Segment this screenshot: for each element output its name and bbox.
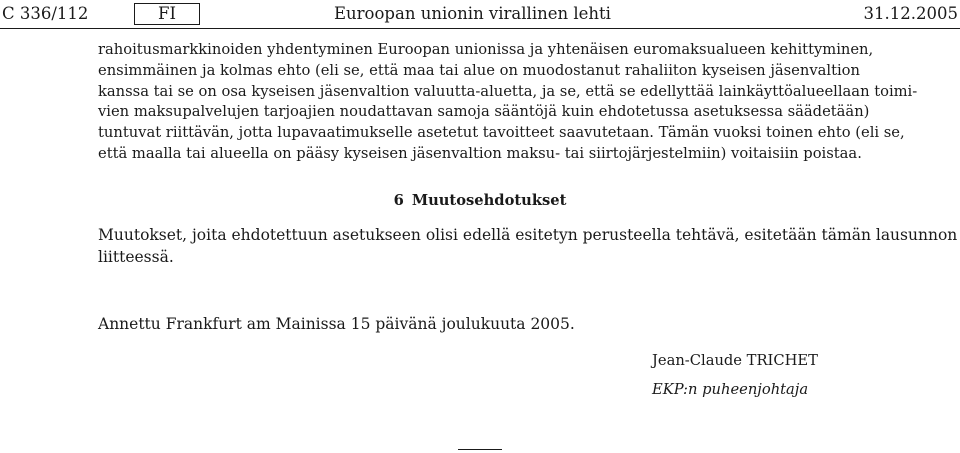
- paragraph-line: ensimmäinen ja kolmas ehto (eli se, että maa tai alue on muodostanut rahaliiton kyseisen jäsenvaltion: [98, 61, 860, 79]
- adoption-statement: Annettu Frankfurt am Mainissa 15 päivänä joulukuuta 2005.: [98, 315, 575, 333]
- section-heading: [0, 191, 960, 211]
- header-divider: [0, 28, 960, 29]
- section-title: Muutosehdotukset: [411, 192, 567, 209]
- language-code-box: FI: [134, 3, 200, 25]
- signatory-name: Jean-Claude TRICHET: [652, 352, 818, 369]
- publication-date: 31.12.2005: [863, 4, 958, 23]
- journal-title: Euroopan unionin virallinen lehti: [334, 4, 611, 23]
- page-reference: C 336/112: [2, 4, 89, 23]
- section-number: 6: [393, 192, 404, 209]
- paragraph-line: liitteessä.: [98, 248, 174, 266]
- page-header: [0, 4, 960, 26]
- paragraph-line: että maalla tai alueella on pääsy kyseisen jäsenvaltion maksu- tai siirtojärjestelmiin) voitaisiin poistaa.: [98, 144, 862, 162]
- paragraph-amendments: [98, 224, 958, 268]
- footer-divider: [458, 449, 502, 450]
- paragraph-line: rahoitusmarkkinoiden yhdentyminen Euroopan unionissa ja yhtenäisen euromaksualueen kehittyminen,: [98, 41, 874, 58]
- paragraph-line: kanssa tai se on osa kyseisen jäsenvaltion valuutta-aluetta, ja se, että se edellyttää lainkäyttöalueellaan toimi-: [98, 82, 918, 100]
- paragraph-line: vien maksupalvelujen tarjoajien noudattavan samoja sääntöjä kuin ehdotetussa asetuksessa säädetään): [98, 103, 870, 121]
- signatory-role: EKP:n puheenjohtaja: [652, 381, 809, 398]
- paragraph-line: tuntuvat riittävän, jotta lupavaatimukselle asetetut tavoitteet saavutetaan. Tämän vuoksi toinen ehto (eli se,: [98, 124, 905, 142]
- paragraph-conditions: [98, 40, 918, 165]
- paragraph-line: Muutokset, joita ehdotettuun asetukseen olisi edellä esitetyn perusteella tehtävä, esitetään tämän lausunnon: [98, 226, 958, 244]
